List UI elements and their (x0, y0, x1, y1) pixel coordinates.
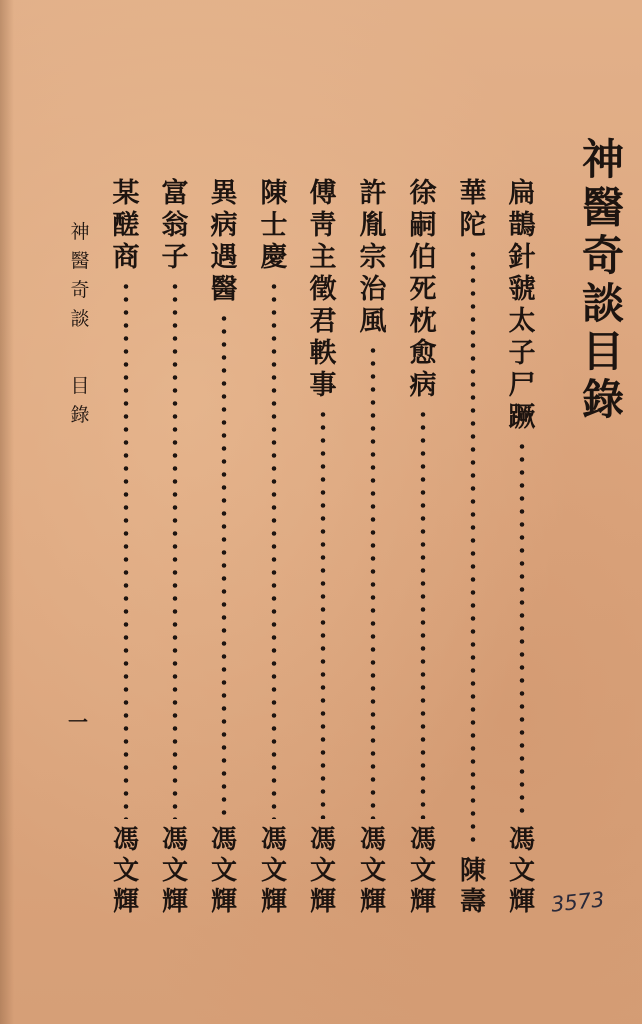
toc-entry (407, 178, 439, 918)
toc-entry-title: 傅靑主徵君軼事 (309, 178, 337, 401)
dot-leader (320, 408, 326, 819)
toc-entry-title: 許胤宗治風 (359, 178, 387, 337)
toc-entry (110, 178, 142, 918)
toc-entry-title: 扁鵲針虢太子尸蹶 (508, 178, 536, 433)
page-number: 一 (68, 710, 88, 734)
running-head-section: 目錄 (70, 375, 90, 426)
dot-leader (370, 344, 376, 819)
dot-leader (519, 440, 525, 819)
page-edge-shadow (0, 0, 14, 1024)
running-head-book-title: 神醫奇談 (70, 221, 90, 330)
toc-entry (307, 178, 339, 918)
toc-entry (208, 178, 240, 918)
toc-entry-author: 馮文輝 (409, 825, 436, 917)
toc-entry (258, 178, 290, 918)
toc-entry-author: 馮文輝 (309, 825, 336, 917)
toc-entry (357, 178, 389, 918)
toc-entry-title: 陳士慶 (260, 178, 288, 273)
toc-entry-author: 馮文輝 (359, 825, 386, 917)
toc-entry (457, 178, 489, 918)
toc-entry-author: 馮文輝 (210, 825, 237, 917)
toc-entry-title: 異病遇醫 (210, 178, 238, 305)
toc-entry-author: 馮文輝 (112, 825, 139, 917)
dot-leader (271, 280, 277, 819)
dot-leader (172, 280, 178, 819)
dot-leader (420, 408, 426, 819)
toc-entry-title: 華陀 (459, 178, 487, 241)
toc-entry-author: 馮文輝 (260, 825, 287, 917)
toc-entry-title: 徐嗣伯死枕愈病 (409, 178, 437, 401)
toc-entry-author: 馮文輝 (508, 825, 535, 917)
toc-entry-author: 陳 壽 (459, 856, 486, 917)
handwritten-catalog-number: 3573 (549, 887, 606, 917)
toc-entry-title: 某醝商 (112, 178, 140, 273)
dot-leader (221, 312, 227, 819)
toc-entry (159, 178, 191, 918)
toc-entry-title: 富翁子 (161, 178, 189, 273)
dot-leader (123, 280, 129, 819)
toc-entry-author: 馮文輝 (161, 825, 188, 917)
dot-leader (470, 248, 476, 850)
toc-entry (506, 178, 538, 918)
page-title: 神醫奇談目錄 (581, 135, 624, 424)
